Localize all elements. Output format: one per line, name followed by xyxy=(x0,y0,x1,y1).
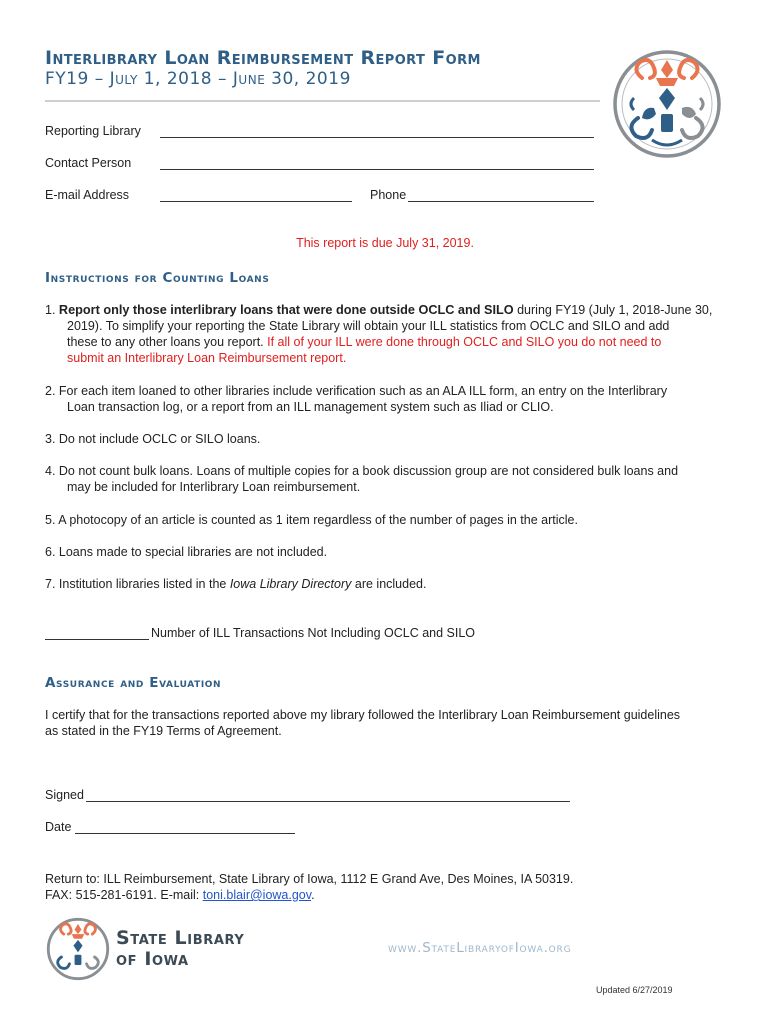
return-line: Return to: ILL Reimbursement, State Library of Iowa, 1112 E Grand Ave, Des Moines, IA 50319. xyxy=(45,872,574,886)
logo-line-2: of Iowa xyxy=(116,948,189,970)
contact-person-label: Contact Person xyxy=(45,156,132,170)
item-7-text-b: are included. xyxy=(351,577,427,591)
assurance-line-1: I certify that for the transactions reported above my library followed the Interlibrary Loan Reimbursement guidelines xyxy=(45,708,681,722)
instruction-item-4 xyxy=(45,463,725,495)
item-1-line-3-text: these to any other loans you report. xyxy=(67,335,268,349)
iowa-library-directory-title: Iowa Library Directory xyxy=(229,577,352,591)
assurance-heading: Assurance and Evaluation xyxy=(45,675,222,691)
instruction-item-2 xyxy=(45,383,725,415)
phone-field[interactable] xyxy=(408,201,594,202)
item-7-text-a: 7. Institution libraries listed in the xyxy=(45,577,230,591)
logo-line-1: State Library xyxy=(116,927,245,949)
contact-person-field[interactable] xyxy=(160,169,594,170)
footer-logo-wordmark xyxy=(116,928,244,970)
item-4-line-2: may be included for Interlibrary Loan reimbursement. xyxy=(67,480,361,494)
instruction-item-1 xyxy=(45,302,725,366)
updated-date: Updated 6/27/2019 xyxy=(596,985,673,995)
transaction-count-row xyxy=(45,626,475,640)
fax-text: FAX: 515-281-6191. E-mail: xyxy=(45,888,203,902)
footer-emblem-icon xyxy=(46,917,110,981)
item-1-warning-2: submit an Interlibrary Loan Reimbursement report. xyxy=(67,351,347,365)
contact-email-link[interactable]: toni.blair@iowa.gov xyxy=(202,888,312,902)
form-title: Interlibrary Loan Reimbursement Report Form xyxy=(45,47,481,69)
email-address-label: E-mail Address xyxy=(45,188,130,202)
return-address xyxy=(45,871,735,903)
due-date-notice: This report is due July 31, 2019. xyxy=(296,236,474,250)
fax-email-line xyxy=(45,887,735,903)
transaction-count-field[interactable] xyxy=(45,627,149,640)
date-field[interactable] xyxy=(75,833,295,834)
instruction-item-5: 5. A photocopy of an article is counted as 1 item regardless of the number of pages in the article. xyxy=(45,513,578,527)
state-library-emblem-icon xyxy=(612,48,722,160)
instruction-item-7 xyxy=(45,576,725,592)
website-url[interactable]: www.StateLibraryofIowa.org xyxy=(388,940,572,956)
item-2-line-2: Loan transaction log, or a report from an ILL management system such as Iliad or CLIO. xyxy=(67,400,554,414)
reporting-library-field[interactable] xyxy=(160,137,594,138)
form-subtitle: FY19 – July 1, 2018 – June 30, 2019 xyxy=(45,69,351,89)
instruction-item-3: 3. Do not include OCLC or SILO loans. xyxy=(45,432,261,446)
transaction-count-label: Number of ILL Transactions Not Including OCLC and SILO xyxy=(151,626,476,640)
item-2-line-1: 2. For each item loaned to other libraries include verification such as an ALA ILL form, an entry on the Interlibrary xyxy=(45,384,668,398)
item-1-line-3 xyxy=(45,334,725,350)
email-address-field[interactable] xyxy=(160,201,352,202)
signed-label: Signed xyxy=(45,788,84,802)
header-divider xyxy=(45,100,600,102)
reporting-library-label: Reporting Library xyxy=(45,124,141,138)
item-1-emphasis: Report only those interlibrary loans that were done outside OCLC and SILO xyxy=(58,303,514,317)
assurance-line-2: as stated in the FY19 Terms of Agreement. xyxy=(45,724,282,738)
signature-field[interactable] xyxy=(86,801,570,802)
item-4-line-1: 4. Do not count bulk loans. Loans of multiple copies for a book discussion group are not considered bulk loans and xyxy=(45,464,679,478)
item-1-rest: during FY19 (July 1, 2018-June 30, xyxy=(513,303,713,317)
instruction-item-6: 6. Loans made to special libraries are not included. xyxy=(45,545,328,559)
date-label: Date xyxy=(45,820,72,834)
fax-email-period: . xyxy=(311,888,315,902)
phone-label: Phone xyxy=(370,188,407,202)
item-1-warning-1: If all of your ILL were done through OCLC and SILO you do not need to xyxy=(267,335,662,349)
instructions-heading: Instructions for Counting Loans xyxy=(45,270,270,286)
assurance-statement xyxy=(45,707,735,739)
item-number: 1. xyxy=(45,303,56,317)
item-1-line-2: 2019). To simplify your reporting the State Library will obtain your ILL statistics from OCLC and SILO and add xyxy=(67,319,670,333)
